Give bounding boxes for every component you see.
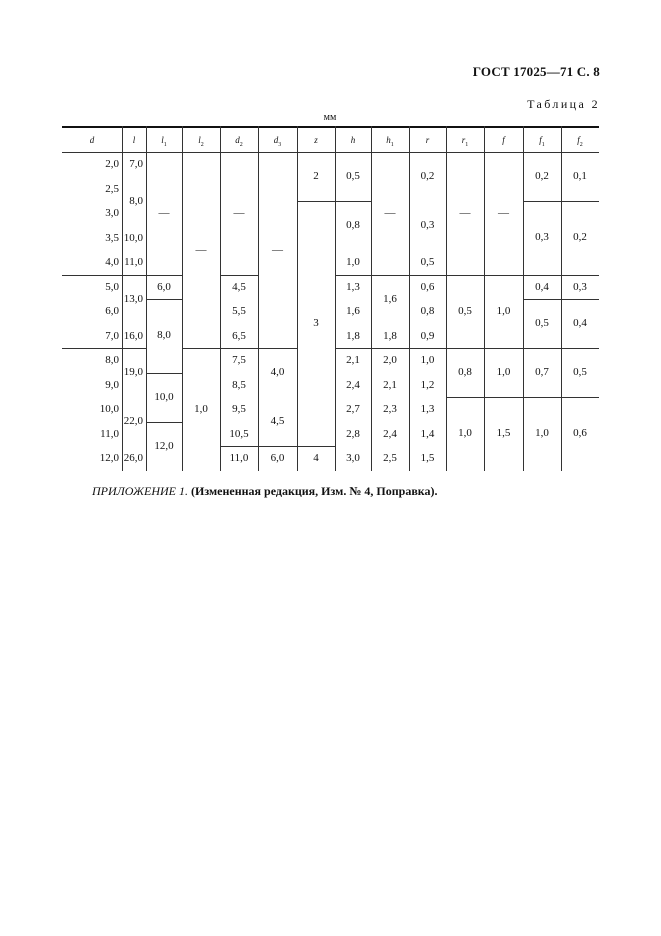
cell-h: 1,8: [346, 329, 360, 342]
cell-d2: 11,0: [229, 452, 249, 464]
cell-d3: 4,0: [270, 366, 285, 378]
cell-l2: 1,0: [194, 403, 208, 415]
cell-d2: —: [233, 207, 245, 219]
cell-f1: 0,4: [535, 280, 549, 293]
cell-f1: 1,0: [535, 427, 549, 439]
header-d: d: [89, 135, 95, 145]
cell-h: 0,8: [346, 219, 360, 231]
cell-h1: 2,3: [383, 403, 397, 415]
cell-z: 3: [313, 317, 319, 329]
footnote: [92, 484, 438, 499]
header-h: h: [350, 135, 356, 145]
cell-l: 8,0: [129, 194, 143, 207]
header-r1: $r_1$: [461, 135, 469, 148]
cell-r1: 1,0: [458, 427, 472, 439]
cell-r1: —: [459, 207, 471, 219]
page-header: ГОСТ 17025—71 С. 8: [472, 64, 600, 79]
cell-h1: 2,4: [383, 427, 397, 440]
cell-d: 9,0: [105, 378, 119, 391]
cell-r: 1,2: [420, 378, 435, 391]
cell-d: 4,0: [105, 256, 119, 268]
cell-r: 0,5: [420, 256, 435, 268]
cell-d: 6,0: [105, 305, 119, 317]
cell-h1: 1,6: [383, 292, 397, 305]
cell-z: 4: [313, 452, 319, 464]
cell-d: 7,0: [105, 329, 119, 342]
cell-z: 2: [313, 170, 319, 182]
dimensions-table: [62, 126, 599, 464]
cell-l: 11,0: [124, 256, 143, 268]
cell-d3: 6,0: [270, 452, 285, 464]
cell-l: 13,0: [123, 292, 143, 305]
cell-d: 3,5: [105, 231, 119, 244]
cell-h1: 1,8: [383, 329, 397, 342]
cell-d2: 7,5: [232, 354, 246, 366]
cell-f2: 0,2: [573, 231, 587, 243]
cell-r: 1,4: [420, 427, 435, 440]
cell-d: 12,0: [99, 452, 119, 464]
cell-d2: 10,5: [229, 427, 249, 440]
cell-d: 2,0: [105, 158, 119, 170]
header-l2: $l_2$: [198, 135, 204, 148]
cell-l: 16,0: [123, 329, 143, 342]
cell-d2: 8,5: [232, 378, 246, 391]
cell-r: 0,6: [420, 280, 435, 293]
header-l: l: [132, 135, 136, 145]
cell-h: 1,3: [346, 280, 360, 293]
cell-r1: 0,8: [458, 366, 472, 378]
cell-r1: 0,5: [458, 304, 472, 317]
table-label: Таблица 2: [527, 97, 600, 111]
cell-h1: 2,1: [383, 378, 397, 391]
cell-h1: 2,5: [383, 452, 397, 464]
cell-f2: 0,5: [573, 366, 587, 378]
cell-h1: 2,0: [383, 354, 397, 366]
cell-h: 3,0: [346, 452, 360, 464]
cell-l: 7,0: [129, 158, 143, 170]
cell-f: 1,0: [496, 304, 511, 317]
cell-r: 0,9: [420, 329, 435, 342]
cell-l: 19,0: [123, 366, 143, 378]
cell-f1: 0,2: [535, 170, 549, 182]
cell-h: 0,5: [346, 170, 360, 182]
cell-h: 2,8: [346, 427, 360, 440]
cell-f1: 0,7: [535, 366, 549, 378]
header-f: f: [502, 135, 505, 145]
header-l1: $l_1$: [161, 135, 167, 148]
cell-d2: 4,5: [232, 280, 246, 293]
cell-d: 8,0: [105, 354, 119, 366]
cell-d: 10,0: [99, 403, 119, 415]
cell-f2: 0,6: [573, 427, 587, 439]
cell-d: 11,0: [100, 427, 119, 440]
cell-l1: 10,0: [154, 390, 174, 403]
cell-l: 26,0: [123, 452, 143, 464]
cell-f2: 0,1: [573, 170, 587, 182]
cell-h: 1,0: [346, 256, 360, 268]
cell-l: 10,0: [123, 231, 143, 244]
header-d3: $d_3$: [273, 135, 282, 148]
cell-f: 1,5: [496, 427, 511, 439]
cell-h: 2,4: [346, 378, 360, 391]
cell-d: 5,0: [105, 280, 119, 293]
header-z: z: [314, 135, 318, 145]
cell-r: 0,3: [420, 219, 435, 231]
cell-r: 1,5: [420, 452, 435, 464]
cell-r: 0,8: [420, 305, 435, 317]
cell-r: 0,2: [420, 170, 435, 182]
header-d2: $d_2$: [235, 135, 243, 148]
cell-d2: 6,5: [232, 329, 246, 342]
cell-d3: 4,5: [270, 415, 285, 427]
cell-f: —: [498, 207, 509, 219]
header-f1: $f_1$: [539, 135, 545, 148]
cell-d2: 9,5: [232, 403, 246, 415]
cell-h1: —: [384, 207, 396, 219]
cell-l1: 6,0: [157, 280, 171, 293]
cell-l1: —: [158, 207, 170, 219]
cell-l1: 8,0: [157, 329, 171, 341]
cell-d: 3,0: [105, 207, 119, 219]
cell-d3: —: [272, 244, 283, 256]
footnote-revision-note: (Измененная редакция, Изм. № 4, Поправка).: [190, 484, 438, 498]
cell-r: 1,3: [420, 403, 435, 415]
cell-d: 2,5: [105, 182, 119, 195]
cell-l1: 12,0: [154, 439, 174, 452]
header-f2: $f_2$: [577, 135, 583, 148]
cell-f: 1,0: [496, 366, 511, 378]
header-h1: $h_1$: [386, 135, 394, 148]
footnote-appendix-ref: ПРИЛОЖЕНИЕ 1.: [92, 484, 188, 498]
cell-f2: 0,3: [573, 280, 587, 293]
cell-l: 22,0: [123, 415, 143, 427]
cell-f2: 0,4: [573, 317, 587, 329]
cell-r: 1,0: [420, 354, 435, 366]
cell-f1: 0,3: [535, 231, 549, 243]
cell-h: 1,6: [346, 305, 360, 317]
cell-h: 2,1: [346, 354, 360, 366]
cell-h: 2,7: [346, 403, 360, 415]
cell-d2: 5,5: [232, 305, 246, 317]
cell-l2: —: [195, 244, 207, 256]
cell-f1: 0,5: [535, 317, 549, 329]
units-label: мм: [323, 112, 337, 123]
header-r: r: [425, 135, 430, 145]
